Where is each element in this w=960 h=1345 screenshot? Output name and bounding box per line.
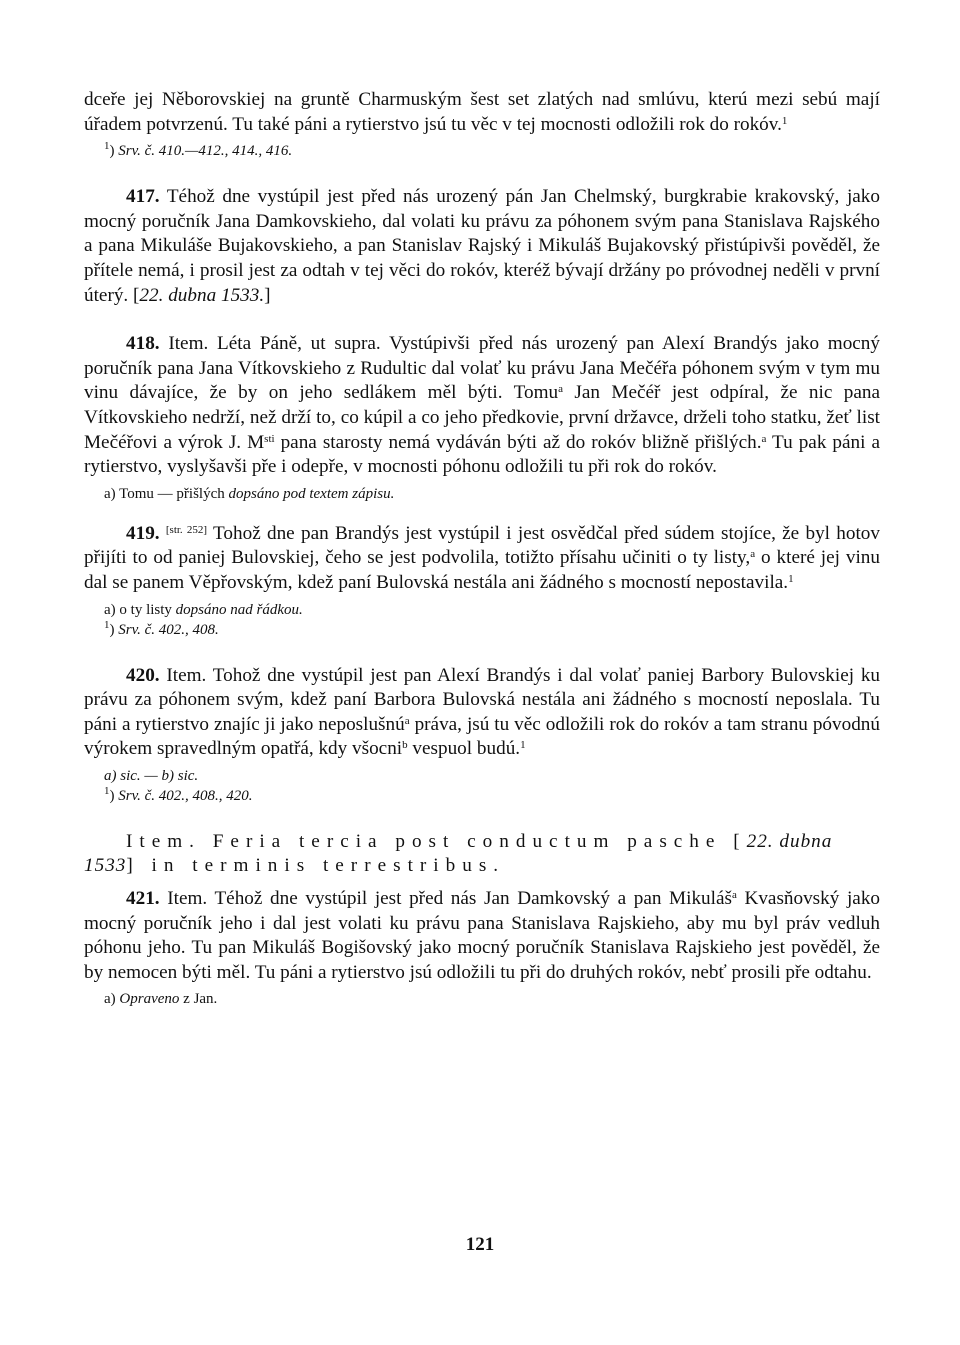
entry-421: 421. Item. Téhož dne vystúpil jest před nás Jan Damkovský a pan Mikuláš$^a$ Kvasňovský jako mocný poručník jeho i dal jest volati ku právu pana Stanislava Rajskieho, aby mu byl práv vedluh póhonu jeho. Tu pan Mikuláš Bogišovský jako mocný poručník Stanislava Rajskieho jest pověděl, že by nemocen býti měl. Tu páni a rytierstvo jsú odložili tu při do druhých rokóv, nebť prosili pře odtahu.	[84, 888, 881, 983]
footnote: $^1$) Srv. č. 402., 408.	[104, 618, 219, 638]
entry-420: 420. Item. Tohož dne vystúpil jest pan Alexí Brandýs i dal volať paniej Barbory Bulovskiej ku právu za póhonem svým, kdež paní Barbora Bulovská nestála ani žádného s mocností neposlala. Tu páni a rytierstvo znajíc ji jako neposlušnú$^a$ práva, jsú tu věc odložili rok do rokóv a tam stranu póvodnú výrokem spravedlným opatřá, kdy všocni$^b$ vespuol budú.$^1$	[84, 664, 881, 760]
entry-text: Item. Léta Páně, ut supra. Vystúpivši před nás urozený pan Alexí Brandýs jako mocný poručník pana Jana Vítkovskieho z Rudultic dal volať ku právu Jana Mečéřa póhonem svým v tym mu vinu dávajíce, že by on jeho sedlákem měl býti. Tomu	[84, 333, 880, 404]
entry-number: 420.	[126, 664, 160, 686]
footnote: a) Opraveno z Jan.	[104, 991, 218, 1008]
page-number: 121	[465, 1234, 495, 1255]
entry-number: 421.	[126, 888, 160, 910]
entry-text: Téhož dne vystúpil jest před nás urozený pán Jan Chelmský, burgkrabie krakovský, jako mocný poručník Jana Damkovskieho, dal volati ku právu za póhonem svým pana Stanislava Rajského a pana Mikuláše Bujakovskieho, a pan Stanislav Rajský i Mikuláš Bujakovský přistúpivši pověděl, že přítele nemá, i prosil jest za odtah v tej věci do rokóv, kteréž bývají držány po próvodnej neděli v první úterý. [	[84, 186, 880, 306]
footnote: a) Tomu — přišlých dopsáno pod textem zápisu.	[104, 485, 395, 502]
document-page	[84, 88, 880, 1009]
footnote-text: Srv. č. 410.—412., 414., 416.	[118, 143, 293, 160]
entry-417: 417. Téhož dne vystúpil jest před nás urozený pán Jan Chelmský, burgkrabie krakovský, jako mocný poručník Jana Damkovskieho, dal volati ku právu za póhonem svým pana Stanislava Rajského a pana Mikuláše Bujakovskieho, a pan Stanislav Rajský i Mikuláš Bujakovský přistúpivši pověděl, že přítele nemá, i prosil jest za odtah v tej věci do rokóv, kteréž bývají držány po próvodnej neděli v první úterý. [22. dubna 1533.]	[84, 186, 880, 306]
entry-text: Item. Téhož dne vystúpil jest před nás Jan Damkovský a pan Mikuláš	[167, 888, 732, 910]
footnote: $^1$) Srv. č. 410.—412., 414., 416.	[104, 140, 293, 160]
entry-text: Tohož dne pan Brandýs jest vystúpil i jest osvědčal před súdem stojíce, že byl hotov přijíti to od paniej Bulovskiej, čeho se jest podvolila, totižto přísahu učiniti o ty listy,	[84, 522, 880, 569]
entry-418: 418. Item. Léta Páně, ut supra. Vystúpivši před nás urozený pan Alexí Brandýs jako mocný poručník pana Jana Vítkovskieho z Rudultic dal volať ku právu Jana Mečéřa póhonem svým v tym mu vinu dávajíce, že by on jeho sedlákem měl býti. Tomu$^a$ Jan Mečéř jest odpíral, že nic pana Vítkovskieho nedrží, než drží to, co kúpil a co jeho předkovie, první državce, drželi toho statku, žeť list Mečéřovi a výrok J. $M^{sti}$ pana starosty nemá vydáván býti až do rokóv bližně přišlých.$^a$ Tu pak páni a rytierstvo, vyslyšavši pře i odepře, v mocnosti póhonu odložili tu při rok do rokóv.	[84, 333, 880, 478]
entry-419: 419. [str. 252] Tohož dne pan Brandýs jest vystúpil i jest osvědčal před súdem stojíce, že byl hotov přijíti to od paniej Bulovskiej, čeho se jest podvolila, totižto přísahu učiniti o ty listy,$^a$ o které jej vinu dal se panem Věpřovským, kdež paní Bulovská nestála ani žádného s mocností nepostavila.$^1$	[84, 522, 880, 593]
entry-number: 418.	[126, 333, 160, 355]
page-reference: [str. 252]	[165, 523, 208, 536]
session-heading: Item. Feria tercia post conductum pasche [22. dubna 1533] in terminis terrestribus.	[84, 830, 833, 877]
entry-number: 419.	[126, 522, 160, 544]
footnote: $^1$) Srv. č. 402., 408., 420.	[104, 784, 253, 804]
footnote: a) sic. — b) sic.	[104, 767, 199, 784]
entry-date: 22. dubna 1533.	[139, 284, 265, 306]
footnote: a) o ty listy dopsáno nad řádkou.	[104, 601, 303, 618]
paragraph-continued	[84, 88, 880, 137]
footnote-ref: 1	[781, 114, 788, 127]
paragraph-text: dceře jej Něborovskiej na gruntě Charmuským šest set zlatých nad smlúvu, kterú mezi sebú mají úřadem potvrzenú. Tu také páni a rytierstvo jsú tu věc v tej mocnosti odložili rok do rokóv.	[84, 89, 880, 135]
entry-number: 417.	[126, 186, 160, 208]
entry-text: Item. Tohož dne vystúpil jest pan Alexí Brandýs i dal volať paniej Barbory Bulovskiej ku právu za póhonem svým, kdež paní Barbora Bulovská nestála ani žádného s mocností neposlala. Tu páni a rytierstvo znajíc ji jako neposlušnú	[84, 664, 881, 735]
